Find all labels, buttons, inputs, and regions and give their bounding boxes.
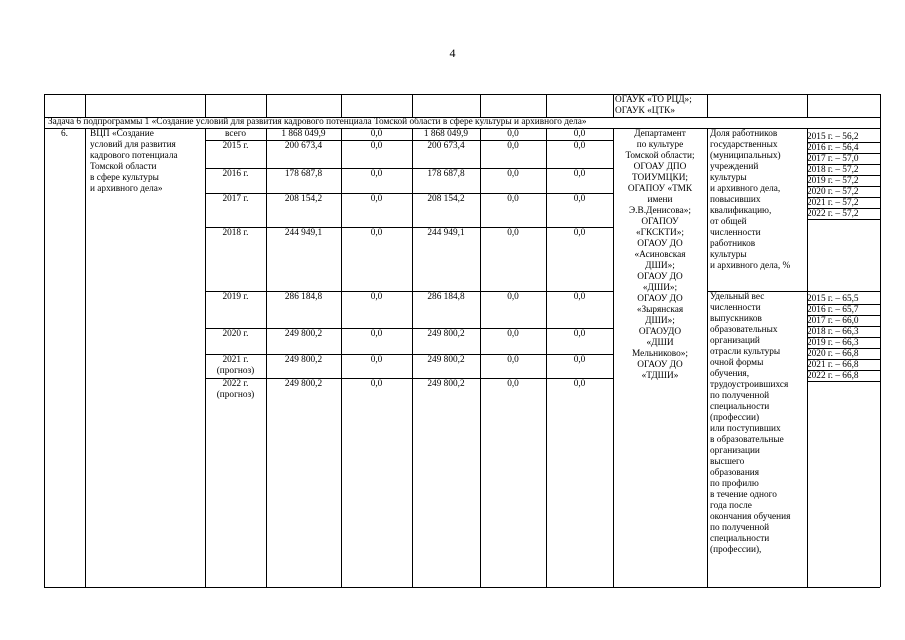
indicator2-value-border — [807, 381, 880, 382]
funding-total: 249 800,2 — [284, 329, 323, 339]
indicator1-text: культуры — [710, 173, 747, 183]
indicator1-value: 2022 г. – 57,2 — [807, 209, 859, 219]
period-label: всего — [225, 129, 246, 139]
indicator2-text: в образовательные — [710, 435, 784, 445]
top-executor-line: ОГАУК «ТО РЦД»; — [615, 95, 692, 105]
funding-regional: 249 800,2 — [427, 355, 465, 365]
column-border — [85, 94, 86, 117]
executor-line: ОГАОУ ДО — [637, 239, 683, 249]
indicator1-text: повысивших — [710, 195, 761, 205]
executor-line: ДШИ»; — [645, 316, 675, 326]
funding-other: 0,0 — [573, 129, 586, 139]
indicator2-value: 2018 г. – 66,3 — [807, 327, 859, 337]
column-border — [412, 94, 413, 117]
funding-regional: 249 800,2 — [427, 379, 465, 389]
period-label: (прогноз) — [216, 366, 255, 376]
indicator1-text: и архивного дела, % — [710, 261, 791, 271]
executor-line: «Зырянская — [636, 305, 684, 315]
funding-regional: 244 949,1 — [427, 228, 465, 238]
funding-federal: 0,0 — [370, 329, 383, 339]
indicator2-text: организации — [710, 446, 760, 456]
funding-regional: 178 687,8 — [427, 169, 465, 179]
funding-federal: 0,0 — [370, 355, 383, 365]
funding-total: 249 800,2 — [284, 379, 323, 389]
indicator1-text: численности — [710, 228, 761, 238]
column-border — [613, 94, 614, 117]
indicator2-text: образования — [710, 468, 760, 478]
indicator2-text: года после — [710, 501, 752, 511]
funding-total: 249 800,2 — [284, 355, 323, 365]
period-label: 2017 г. — [222, 194, 249, 204]
indicator1-value: 2020 г. – 57,2 — [807, 187, 859, 197]
indicator2-value: 2016 г. – 65,7 — [807, 305, 859, 315]
column-border — [707, 128, 708, 587]
column-border — [480, 94, 481, 117]
table-bottom-border — [44, 587, 880, 588]
indicator1-text: (муниципальных) — [710, 151, 781, 161]
column-border — [44, 128, 45, 587]
indicator2-text: в течение одного — [710, 490, 777, 500]
indicator2-text: (профессии) — [710, 413, 760, 423]
executor-line: Мельниково»; — [632, 349, 688, 359]
executor-line: Департамент — [634, 129, 686, 139]
funding-total: 208 154,2 — [284, 194, 323, 204]
funding-local: 0,0 — [507, 329, 519, 339]
funding-federal: 0,0 — [370, 292, 383, 302]
funding-total: 178 687,8 — [284, 169, 323, 179]
indicator2-text: по полученной — [710, 523, 770, 533]
executor-line: ОГАПОУ «ТМК — [627, 184, 693, 194]
column-border — [546, 94, 547, 117]
task-title: Задача 6 подпрограммы 1 «Создание условий для развития кадрового потенциала Томской области в сфере культуры и архивного дела» — [48, 117, 587, 127]
period-label: 2021 г. — [222, 355, 249, 365]
indicator1-value: 2019 г. – 57,2 — [807, 176, 859, 186]
executor-line: ОГАОУ ДО — [637, 272, 683, 282]
indicator1-value: 2018 г. – 57,2 — [807, 165, 859, 175]
indicator2-value: 2017 г. – 66,0 — [807, 316, 859, 326]
executor-line: ОГАОУ ДО — [637, 294, 683, 304]
period-label: 2018 г. — [222, 228, 249, 238]
funding-total: 244 949,1 — [284, 228, 323, 238]
indicator-divider — [707, 291, 880, 292]
column-border — [880, 128, 881, 587]
funding-local: 0,0 — [507, 169, 519, 179]
indicator1-text: государственных — [710, 140, 778, 150]
indicator2-text: или поступивших — [710, 424, 781, 434]
indicator2-text: трудоустроившихся — [710, 380, 789, 390]
executor-line: ОГАПОУ — [641, 217, 679, 227]
executor-line: «ДШИ»; — [642, 283, 678, 293]
indicator2-text: обучения, — [710, 369, 750, 379]
funding-regional: 249 800,2 — [427, 329, 465, 339]
indicator2-value: 2022 г. – 66,8 — [807, 371, 859, 381]
indicator2-text: образовательных — [710, 325, 778, 335]
period-label: (прогноз) — [216, 390, 255, 400]
executor-line: Э.В.Денисова»; — [629, 206, 691, 216]
funding-other: 0,0 — [573, 228, 586, 238]
indicator2-text: очной формы — [710, 358, 764, 368]
indicator1-value: 2015 г. – 56,2 — [807, 132, 859, 142]
funding-federal: 0,0 — [370, 169, 383, 179]
indicator2-value: 2015 г. – 65,5 — [807, 294, 859, 304]
funding-federal: 0,0 — [370, 129, 383, 139]
item-name-line: в сфере культуры — [90, 173, 159, 183]
indicator2-text: высшего — [710, 457, 745, 467]
executor-line: ОГАОУ ДО — [637, 360, 683, 370]
indicator2-value: 2019 г. – 66,3 — [807, 338, 859, 348]
item-name-line: ВЦП «Создание — [90, 129, 154, 139]
indicator1-text: культуры — [710, 250, 747, 260]
funding-local: 0,0 — [507, 379, 519, 389]
indicator2-text: организаций — [710, 336, 760, 346]
executor-line: «ГКСКТИ»; — [635, 228, 685, 238]
funding-total: 1 868 049,9 — [281, 129, 326, 139]
indicator2-text: по профилю — [710, 479, 759, 489]
column-border — [707, 94, 708, 117]
period-label: 2022 г. — [222, 379, 249, 389]
indicator1-value: 2017 г. – 57,0 — [807, 154, 859, 164]
executor-line: «Асиновская — [634, 250, 686, 260]
item-name-line: и архивного дела» — [90, 184, 163, 194]
indicator2-text: специальности — [710, 534, 770, 544]
indicator2-text: специальности — [710, 402, 770, 412]
funding-local: 0,0 — [507, 355, 519, 365]
funding-federal: 0,0 — [370, 141, 383, 151]
column-border — [266, 94, 267, 117]
period-label: 2019 г. — [222, 292, 249, 302]
indicator1-value-border — [807, 219, 880, 220]
executor-line: «ДШИ — [646, 338, 674, 348]
item-name-line: Томской области — [90, 162, 157, 172]
indicator2-text: отрасли культуры — [710, 347, 781, 357]
executor-line: имени — [647, 195, 673, 205]
indicator2-text: выпускников — [710, 314, 762, 324]
funding-other: 0,0 — [573, 169, 586, 179]
column-border — [880, 117, 881, 128]
indicator1-text: от общей — [710, 217, 747, 227]
funding-other: 0,0 — [573, 292, 586, 302]
indicator1-text: Доля работников — [710, 129, 778, 139]
page-number: 4 — [449, 46, 456, 60]
item-name-line: условий для развития — [90, 140, 176, 150]
column-border — [341, 94, 342, 117]
indicator1-text: учреждений — [710, 162, 759, 172]
item-name-line: кадрового потенциала — [90, 151, 178, 161]
indicator1-text: квалификацию, — [710, 206, 772, 216]
funding-regional: 208 154,2 — [427, 194, 465, 204]
executor-line: по культуре — [636, 140, 684, 150]
column-border — [807, 94, 808, 117]
funding-other: 0,0 — [573, 379, 586, 389]
funding-local: 0,0 — [507, 228, 519, 238]
indicator2-text: Удельный вес — [710, 292, 765, 302]
funding-other: 0,0 — [573, 329, 586, 339]
executor-line: ОГОАУ ДПО — [633, 162, 687, 172]
executor-line: «ТДШИ» — [641, 371, 679, 381]
funding-other: 0,0 — [573, 194, 586, 204]
item-number: 6. — [61, 129, 68, 139]
period-label: 2020 г. — [222, 329, 249, 339]
funding-other: 0,0 — [573, 141, 586, 151]
indicator1-value: 2021 г. – 57,2 — [807, 198, 859, 208]
indicator1-value: 2016 г. – 56,4 — [807, 143, 859, 153]
column-border — [44, 117, 45, 128]
indicator2-value: 2020 г. – 66,8 — [807, 349, 859, 359]
executor-line: ДШИ»; — [645, 261, 675, 271]
column-border — [44, 94, 45, 117]
period-label: 2016 г. — [222, 169, 249, 179]
indicator1-text: работников — [710, 239, 756, 249]
column-border — [880, 94, 881, 117]
period-label: 2015 г. — [222, 141, 249, 151]
funding-local: 0,0 — [507, 292, 519, 302]
funding-local: 0,0 — [507, 194, 519, 204]
indicator2-value: 2021 г. – 66,8 — [807, 360, 859, 370]
column-border — [85, 128, 86, 587]
indicator2-text: (профессии), — [710, 545, 762, 555]
executor-line: Томской области; — [625, 151, 695, 161]
funding-federal: 0,0 — [370, 228, 383, 238]
table-top-border — [44, 94, 880, 95]
funding-federal: 0,0 — [370, 194, 383, 204]
funding-other: 0,0 — [573, 355, 586, 365]
funding-total: 286 184,8 — [284, 292, 323, 302]
funding-total: 200 673,4 — [284, 141, 323, 151]
funding-regional: 286 184,8 — [427, 292, 465, 302]
funding-local: 0,0 — [507, 129, 519, 139]
column-border — [205, 94, 206, 117]
funding-regional: 200 673,4 — [427, 141, 465, 151]
executor-line: ТОИУМЦКИ; — [631, 173, 689, 183]
funding-regional: 1 868 049,9 — [423, 129, 469, 139]
top-executor-line: ОГАУК «ЦТК» — [615, 106, 675, 116]
indicator2-text: по полученной — [710, 391, 770, 401]
indicator2-text: численности — [710, 303, 761, 313]
funding-federal: 0,0 — [370, 379, 383, 389]
funding-local: 0,0 — [507, 141, 519, 151]
indicator1-text: и архивного дела, — [710, 184, 781, 194]
executor-line: ОГАОУДО — [638, 327, 682, 337]
indicator2-text: окончания обучения — [710, 512, 791, 522]
